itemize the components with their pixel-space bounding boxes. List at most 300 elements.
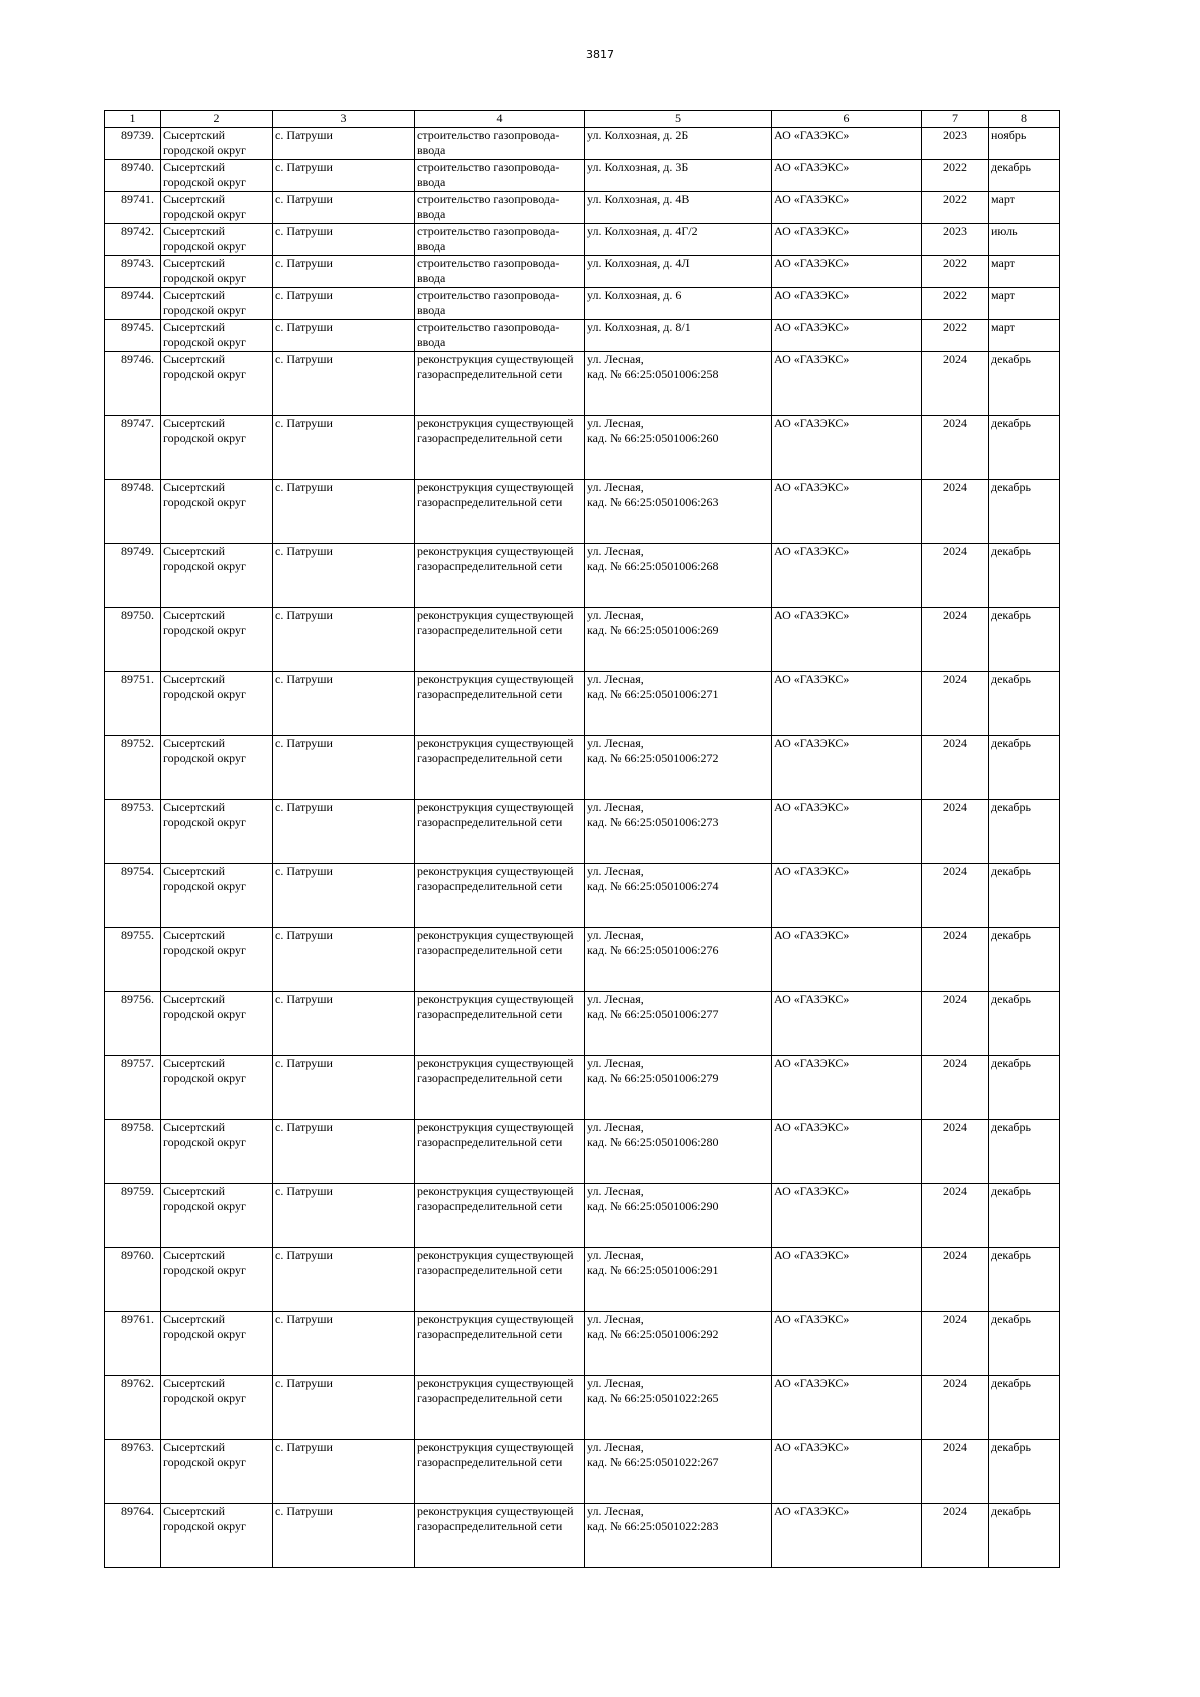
cell-district — [161, 1120, 273, 1184]
cell-line: газораспределительной сети — [417, 1135, 563, 1149]
cell-line: газораспределительной сети — [417, 1327, 563, 1341]
cell-line: ввода — [417, 303, 446, 317]
cell-line: городской округ — [163, 623, 246, 637]
cell-year: 2024 — [922, 1056, 989, 1120]
cell-work-type — [415, 736, 585, 800]
cell-line: реконструкция существующей — [417, 736, 574, 750]
cell-number: 89752. — [105, 736, 161, 800]
cell-district — [161, 256, 273, 288]
cell-line: городской округ — [163, 943, 246, 957]
cell-line: ул. Лесная, — [587, 544, 644, 558]
cell-district — [161, 1312, 273, 1376]
cell-line: городской округ — [163, 1519, 246, 1533]
cell-year: 2022 — [922, 288, 989, 320]
cell-organization: АО «ГАЗЭКС» — [772, 1056, 922, 1120]
column-number-row — [105, 111, 1060, 128]
table-row — [105, 288, 1060, 320]
cell-district — [161, 1184, 273, 1248]
cell-organization: АО «ГАЗЭКС» — [772, 224, 922, 256]
cell-month: июль — [989, 224, 1060, 256]
cell-line: Сысертский — [163, 1504, 226, 1518]
cell-line: ул. Колхозная, д. 2Б — [587, 128, 689, 142]
page-number: 3817 — [586, 48, 614, 61]
cell-district — [161, 480, 273, 544]
cell-line: реконструкция существующей — [417, 480, 574, 494]
cell-number: 89745. — [105, 320, 161, 352]
cell-line: реконструкция существующей — [417, 992, 574, 1006]
cell-number: 89761. — [105, 1312, 161, 1376]
cell-line: городской округ — [163, 815, 246, 829]
cell-year: 2024 — [922, 416, 989, 480]
cell-month: декабрь — [989, 736, 1060, 800]
table-row — [105, 544, 1060, 608]
cell-organization: АО «ГАЗЭКС» — [772, 1184, 922, 1248]
cell-line: реконструкция существующей — [417, 416, 574, 430]
cell-line: городской округ — [163, 1007, 246, 1021]
cell-organization: АО «ГАЗЭКС» — [772, 1376, 922, 1440]
cell-year: 2023 — [922, 128, 989, 160]
cell-line: кад. № 66:25:0501006:276 — [587, 943, 719, 957]
cell-line: ул. Лесная, — [587, 1376, 644, 1390]
cell-line: кад. № 66:25:0501006:291 — [587, 1263, 719, 1277]
cell-number: 89754. — [105, 864, 161, 928]
cell-month: март — [989, 288, 1060, 320]
register-table — [104, 110, 1060, 1568]
cell-district — [161, 608, 273, 672]
cell-line: кад. № 66:25:0501022:267 — [587, 1455, 719, 1469]
cell-line: строительство газопровода- — [417, 192, 560, 206]
cell-line: городской округ — [163, 143, 246, 157]
cell-line: городской округ — [163, 303, 246, 317]
cell-line: Сысертский — [163, 1120, 226, 1134]
cell-line: кад. № 66:25:0501006:271 — [587, 687, 719, 701]
cell-line: городской округ — [163, 687, 246, 701]
cell-line: ул. Лесная, — [587, 608, 644, 622]
cell-line: Сысертский — [163, 1248, 226, 1262]
cell-work-type — [415, 128, 585, 160]
cell-line: ул. Колхозная, д. 4В — [587, 192, 690, 206]
cell-settlement: с. Патруши — [273, 928, 415, 992]
cell-organization: АО «ГАЗЭКС» — [772, 1120, 922, 1184]
cell-settlement: с. Патруши — [273, 160, 415, 192]
cell-district — [161, 128, 273, 160]
cell-line: ул. Лесная, — [587, 1504, 644, 1518]
table-row — [105, 736, 1060, 800]
column-header: 1 — [105, 111, 161, 128]
table-row — [105, 608, 1060, 672]
cell-district — [161, 352, 273, 416]
cell-organization: АО «ГАЗЭКС» — [772, 416, 922, 480]
cell-work-type — [415, 256, 585, 288]
cell-work-type — [415, 1504, 585, 1568]
cell-year: 2024 — [922, 1120, 989, 1184]
cell-year: 2024 — [922, 608, 989, 672]
cell-month: декабрь — [989, 1248, 1060, 1312]
cell-line: кад. № 66:25:0501022:265 — [587, 1391, 719, 1405]
cell-line: Сысертский — [163, 992, 226, 1006]
cell-month: декабрь — [989, 992, 1060, 1056]
cell-line: Сысертский — [163, 224, 226, 238]
cell-month: март — [989, 192, 1060, 224]
cell-line: ул. Лесная, — [587, 672, 644, 686]
cell-number: 89748. — [105, 480, 161, 544]
cell-month: декабрь — [989, 1184, 1060, 1248]
cell-work-type — [415, 1312, 585, 1376]
cell-line: городской округ — [163, 335, 246, 349]
cell-settlement: с. Патруши — [273, 1376, 415, 1440]
cell-address — [585, 608, 772, 672]
cell-organization: АО «ГАЗЭКС» — [772, 736, 922, 800]
cell-work-type — [415, 544, 585, 608]
cell-settlement: с. Патруши — [273, 320, 415, 352]
cell-month: декабрь — [989, 352, 1060, 416]
cell-line: ввода — [417, 175, 446, 189]
cell-settlement: с. Патруши — [273, 480, 415, 544]
cell-line: строительство газопровода- — [417, 128, 560, 142]
cell-line: ул. Лесная, — [587, 1440, 644, 1454]
cell-line: реконструкция существующей — [417, 1248, 574, 1262]
cell-work-type — [415, 992, 585, 1056]
cell-month: декабрь — [989, 1056, 1060, 1120]
cell-address — [585, 544, 772, 608]
cell-settlement: с. Патруши — [273, 608, 415, 672]
cell-line: городской округ — [163, 751, 246, 765]
cell-line: реконструкция существующей — [417, 864, 574, 878]
cell-address — [585, 416, 772, 480]
cell-line: строительство газопровода- — [417, 320, 560, 334]
cell-number: 89747. — [105, 416, 161, 480]
cell-number: 89760. — [105, 1248, 161, 1312]
cell-work-type — [415, 160, 585, 192]
cell-line: ул. Колхозная, д. 4Г/2 — [587, 224, 698, 238]
cell-line: реконструкция существующей — [417, 1184, 574, 1198]
cell-address — [585, 352, 772, 416]
cell-month: март — [989, 256, 1060, 288]
cell-line: Сысертский — [163, 1440, 226, 1454]
cell-organization: АО «ГАЗЭКС» — [772, 192, 922, 224]
column-header: 4 — [415, 111, 585, 128]
cell-line: реконструкция существующей — [417, 1120, 574, 1134]
cell-number: 89740. — [105, 160, 161, 192]
cell-address — [585, 256, 772, 288]
cell-line: городской округ — [163, 207, 246, 221]
cell-year: 2024 — [922, 672, 989, 736]
cell-organization: АО «ГАЗЭКС» — [772, 288, 922, 320]
cell-address — [585, 1184, 772, 1248]
cell-line: кад. № 66:25:0501006:272 — [587, 751, 719, 765]
cell-year: 2024 — [922, 544, 989, 608]
cell-organization: АО «ГАЗЭКС» — [772, 160, 922, 192]
cell-line: городской округ — [163, 1199, 246, 1213]
cell-year: 2024 — [922, 800, 989, 864]
cell-line: городской округ — [163, 271, 246, 285]
cell-year: 2022 — [922, 160, 989, 192]
cell-line: кад. № 66:25:0501006:292 — [587, 1327, 719, 1341]
cell-settlement: с. Патруши — [273, 1312, 415, 1376]
cell-district — [161, 192, 273, 224]
cell-year: 2024 — [922, 1504, 989, 1568]
table-row — [105, 256, 1060, 288]
table-row — [105, 320, 1060, 352]
table-row — [105, 1120, 1060, 1184]
cell-settlement: с. Патруши — [273, 224, 415, 256]
cell-line: ул. Лесная, — [587, 1056, 644, 1070]
cell-district — [161, 1376, 273, 1440]
cell-line: реконструкция существующей — [417, 1440, 574, 1454]
cell-line: ул. Лесная, — [587, 1312, 644, 1326]
cell-line: ул. Лесная, — [587, 864, 644, 878]
cell-line: ул. Лесная, — [587, 1120, 644, 1134]
cell-work-type — [415, 288, 585, 320]
cell-settlement: с. Патруши — [273, 1120, 415, 1184]
cell-year: 2024 — [922, 864, 989, 928]
cell-number: 89762. — [105, 1376, 161, 1440]
cell-number: 89753. — [105, 800, 161, 864]
cell-line: кад. № 66:25:0501006:277 — [587, 1007, 719, 1021]
cell-work-type — [415, 864, 585, 928]
cell-line: городской округ — [163, 1263, 246, 1277]
cell-line: ул. Колхозная, д. 3Б — [587, 160, 689, 174]
cell-line: ул. Колхозная, д. 8/1 — [587, 320, 691, 334]
cell-month: декабрь — [989, 672, 1060, 736]
cell-organization: АО «ГАЗЭКС» — [772, 1440, 922, 1504]
cell-number: 89749. — [105, 544, 161, 608]
cell-month: ноябрь — [989, 128, 1060, 160]
cell-month: декабрь — [989, 160, 1060, 192]
table-row — [105, 800, 1060, 864]
cell-number: 89739. — [105, 128, 161, 160]
cell-line: ввода — [417, 207, 446, 221]
cell-settlement: с. Патруши — [273, 864, 415, 928]
cell-organization: АО «ГАЗЭКС» — [772, 352, 922, 416]
cell-year: 2024 — [922, 736, 989, 800]
cell-settlement: с. Патруши — [273, 672, 415, 736]
table-row — [105, 416, 1060, 480]
cell-settlement: с. Патруши — [273, 736, 415, 800]
cell-line: ввода — [417, 271, 446, 285]
cell-line: реконструкция существующей — [417, 800, 574, 814]
cell-line: газораспределительной сети — [417, 1071, 563, 1085]
cell-address — [585, 800, 772, 864]
cell-line: ул. Лесная, — [587, 352, 644, 366]
cell-line: ул. Лесная, — [587, 800, 644, 814]
cell-district — [161, 320, 273, 352]
cell-organization: АО «ГАЗЭКС» — [772, 544, 922, 608]
cell-line: городской округ — [163, 239, 246, 253]
cell-month: декабрь — [989, 1376, 1060, 1440]
column-header: 8 — [989, 111, 1060, 128]
table-row — [105, 224, 1060, 256]
cell-line: Сысертский — [163, 480, 226, 494]
cell-address — [585, 1312, 772, 1376]
cell-line: ул. Лесная, — [587, 928, 644, 942]
cell-line: городской округ — [163, 431, 246, 445]
cell-work-type — [415, 800, 585, 864]
cell-line: Сысертский — [163, 608, 226, 622]
cell-address — [585, 992, 772, 1056]
cell-district — [161, 864, 273, 928]
cell-settlement: с. Патруши — [273, 800, 415, 864]
cell-month: декабрь — [989, 1504, 1060, 1568]
cell-line: строительство газопровода- — [417, 224, 560, 238]
cell-work-type — [415, 1440, 585, 1504]
cell-line: ул. Колхозная, д. 4Л — [587, 256, 690, 270]
table-row — [105, 1504, 1060, 1568]
cell-line: Сысертский — [163, 864, 226, 878]
cell-district — [161, 544, 273, 608]
cell-line: кад. № 66:25:0501022:283 — [587, 1519, 719, 1533]
cell-work-type — [415, 1120, 585, 1184]
cell-line: ул. Лесная, — [587, 480, 644, 494]
cell-organization: АО «ГАЗЭКС» — [772, 928, 922, 992]
cell-line: газораспределительной сети — [417, 1391, 563, 1405]
cell-line: ул. Лесная, — [587, 1248, 644, 1262]
cell-work-type — [415, 224, 585, 256]
cell-district — [161, 224, 273, 256]
cell-line: кад. № 66:25:0501006:260 — [587, 431, 719, 445]
table-row — [105, 928, 1060, 992]
table-row — [105, 352, 1060, 416]
cell-number: 89750. — [105, 608, 161, 672]
column-header: 5 — [585, 111, 772, 128]
cell-line: кад. № 66:25:0501006:263 — [587, 495, 719, 509]
cell-year: 2024 — [922, 352, 989, 416]
cell-number: 89741. — [105, 192, 161, 224]
cell-line: газораспределительной сети — [417, 751, 563, 765]
cell-number: 89751. — [105, 672, 161, 736]
column-header: 6 — [772, 111, 922, 128]
cell-number: 89755. — [105, 928, 161, 992]
cell-address — [585, 1376, 772, 1440]
cell-line: Сысертский — [163, 928, 226, 942]
cell-month: декабрь — [989, 480, 1060, 544]
cell-organization: АО «ГАЗЭКС» — [772, 1312, 922, 1376]
cell-address — [585, 1056, 772, 1120]
cell-address — [585, 736, 772, 800]
cell-line: газораспределительной сети — [417, 1455, 563, 1469]
cell-work-type — [415, 1248, 585, 1312]
cell-month: декабрь — [989, 1312, 1060, 1376]
cell-line: газораспределительной сети — [417, 1007, 563, 1021]
cell-work-type — [415, 480, 585, 544]
cell-line: реконструкция существующей — [417, 672, 574, 686]
cell-line: Сысертский — [163, 672, 226, 686]
cell-month: декабрь — [989, 544, 1060, 608]
cell-line: ввода — [417, 239, 446, 253]
cell-address — [585, 1504, 772, 1568]
cell-line: Сысертский — [163, 1376, 226, 1390]
cell-line: газораспределительной сети — [417, 879, 563, 893]
cell-settlement: с. Патруши — [273, 544, 415, 608]
cell-district — [161, 288, 273, 320]
table-row — [105, 128, 1060, 160]
table-row — [105, 1184, 1060, 1248]
table-row — [105, 864, 1060, 928]
cell-line: Сысертский — [163, 192, 226, 206]
cell-district — [161, 672, 273, 736]
cell-work-type — [415, 352, 585, 416]
cell-line: городской округ — [163, 1071, 246, 1085]
cell-settlement: с. Патруши — [273, 992, 415, 1056]
cell-line: ул. Лесная, — [587, 992, 644, 1006]
cell-number: 89743. — [105, 256, 161, 288]
cell-number: 89757. — [105, 1056, 161, 1120]
cell-line: кад. № 66:25:0501006:258 — [587, 367, 719, 381]
cell-line: кад. № 66:25:0501006:268 — [587, 559, 719, 573]
cell-line: городской округ — [163, 559, 246, 573]
column-header: 2 — [161, 111, 273, 128]
cell-year: 2024 — [922, 480, 989, 544]
cell-district — [161, 1056, 273, 1120]
cell-organization: АО «ГАЗЭКС» — [772, 256, 922, 288]
table-row — [105, 672, 1060, 736]
cell-line: ввода — [417, 143, 446, 157]
cell-address — [585, 1440, 772, 1504]
cell-line: Сысертский — [163, 352, 226, 366]
cell-district — [161, 416, 273, 480]
cell-settlement: с. Патруши — [273, 1504, 415, 1568]
cell-address — [585, 320, 772, 352]
cell-year: 2024 — [922, 1440, 989, 1504]
cell-line: реконструкция существующей — [417, 608, 574, 622]
cell-line: газораспределительной сети — [417, 1263, 563, 1277]
cell-number: 89763. — [105, 1440, 161, 1504]
cell-year: 2024 — [922, 928, 989, 992]
cell-line: Сысертский — [163, 1312, 226, 1326]
cell-month: декабрь — [989, 1440, 1060, 1504]
cell-month: декабрь — [989, 800, 1060, 864]
cell-line: газораспределительной сети — [417, 815, 563, 829]
cell-number: 89742. — [105, 224, 161, 256]
cell-settlement: с. Патруши — [273, 352, 415, 416]
cell-line: ул. Лесная, — [587, 1184, 644, 1198]
cell-line: газораспределительной сети — [417, 623, 563, 637]
cell-line: реконструкция существующей — [417, 1056, 574, 1070]
cell-line: городской округ — [163, 1391, 246, 1405]
cell-work-type — [415, 1376, 585, 1440]
cell-district — [161, 1248, 273, 1312]
cell-organization: АО «ГАЗЭКС» — [772, 672, 922, 736]
cell-line: ул. Колхозная, д. 6 — [587, 288, 682, 302]
cell-settlement: с. Патруши — [273, 288, 415, 320]
cell-line: ул. Лесная, — [587, 416, 644, 430]
cell-year: 2024 — [922, 1248, 989, 1312]
cell-organization: АО «ГАЗЭКС» — [772, 864, 922, 928]
table-body — [105, 128, 1060, 1568]
cell-settlement: с. Патруши — [273, 1056, 415, 1120]
cell-line: городской округ — [163, 495, 246, 509]
cell-number: 89764. — [105, 1504, 161, 1568]
table-row — [105, 1376, 1060, 1440]
cell-month: декабрь — [989, 608, 1060, 672]
cell-line: газораспределительной сети — [417, 431, 563, 445]
cell-line: кад. № 66:25:0501006:280 — [587, 1135, 719, 1149]
cell-line: Сысертский — [163, 736, 226, 750]
cell-work-type — [415, 1184, 585, 1248]
cell-organization: АО «ГАЗЭКС» — [772, 608, 922, 672]
cell-line: реконструкция существующей — [417, 1312, 574, 1326]
cell-organization: АО «ГАЗЭКС» — [772, 320, 922, 352]
cell-work-type — [415, 1056, 585, 1120]
cell-number: 89746. — [105, 352, 161, 416]
cell-settlement: с. Патруши — [273, 1248, 415, 1312]
cell-address — [585, 864, 772, 928]
cell-district — [161, 160, 273, 192]
cell-address — [585, 128, 772, 160]
cell-number: 89759. — [105, 1184, 161, 1248]
table-row — [105, 1056, 1060, 1120]
cell-settlement: с. Патруши — [273, 1184, 415, 1248]
